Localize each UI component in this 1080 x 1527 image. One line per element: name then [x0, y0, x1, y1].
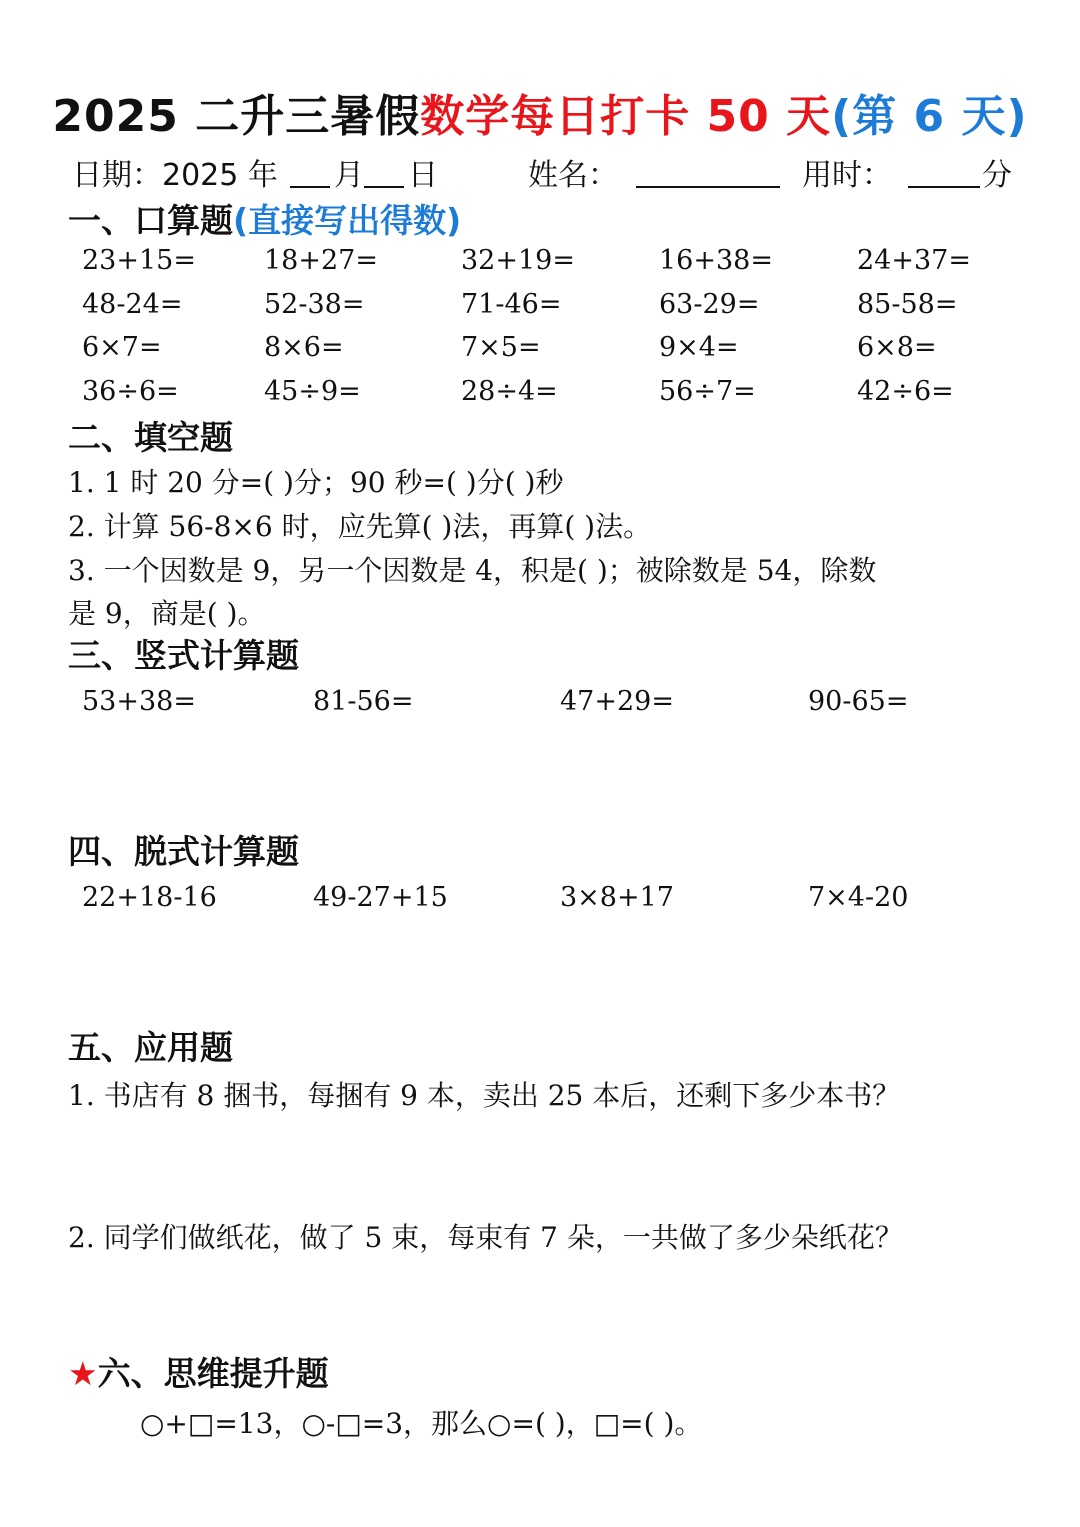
mental-math-item: 71-46= — [461, 289, 562, 320]
date-label: 日期：2025 年 — [72, 158, 278, 193]
mental-math-item: 85-58= — [857, 289, 958, 320]
section3-title: 三、竖式计算题 — [68, 636, 299, 675]
section6-title: 六、思维提升题 — [97, 1354, 329, 1393]
info-row — [72, 150, 1032, 193]
mental-math-item: 18+27= — [264, 245, 378, 276]
fill-blank-question-1: 1. 1 时 20 分=( )分；90 秒=( )分( )秒 — [68, 466, 564, 499]
time-label: 用时： — [802, 158, 892, 193]
name-blank[interactable] — [636, 186, 780, 188]
step-calc-item: 49-27+15 — [313, 882, 448, 913]
title-day: (第 6 天) — [831, 91, 1028, 142]
mental-math-item: 32+19= — [461, 245, 575, 276]
word-problem-1: 1. 书店有 8 捆书，每捆有 9 本，卖出 25 本后，还剩下多少本书？ — [68, 1079, 901, 1112]
title-highlight: 数学每日打卡 50 天 — [420, 91, 832, 142]
mental-math-item: 24+37= — [857, 245, 971, 276]
mental-math-item: 9×4= — [659, 332, 739, 363]
mental-math-item: 45÷9= — [264, 376, 361, 407]
mental-math-item: 52-38= — [264, 289, 365, 320]
step-calc-item: 22+18-16 — [82, 882, 217, 913]
day-label: 日 — [408, 158, 438, 193]
fill-blank-question-3-cont: 是 9，商是( )。 — [68, 597, 266, 630]
time-blank[interactable] — [908, 186, 980, 188]
month-label: 月 — [334, 158, 364, 193]
mental-math-item: 16+38= — [659, 245, 773, 276]
step-calc-item: 3×8+17 — [560, 882, 674, 913]
mental-math-item: 6×8= — [857, 332, 937, 363]
section1-heading — [68, 195, 461, 242]
fill-blank-question-2: 2. 计算 56-8×6 时，应先算( )法，再算( )法。 — [68, 510, 652, 543]
vertical-calc-item: 53+38= — [82, 686, 196, 717]
name-label: 姓名： — [528, 158, 618, 193]
section2-title: 二、填空题 — [68, 418, 233, 457]
month-blank[interactable] — [290, 186, 330, 188]
mental-math-item: 56÷7= — [659, 376, 756, 407]
mental-math-item: 42÷6= — [857, 376, 954, 407]
section6-heading — [68, 1348, 329, 1395]
mental-math-item: 8×6= — [264, 332, 344, 363]
mental-math-item: 23+15= — [82, 245, 196, 276]
vertical-calc-item: 47+29= — [560, 686, 674, 717]
mental-math-item: 36÷6= — [82, 376, 179, 407]
mental-math-item: 28÷4= — [461, 376, 558, 407]
section5-title: 五、应用题 — [68, 1028, 233, 1067]
page-title — [0, 80, 1080, 144]
mental-math-item: 63-29= — [659, 289, 760, 320]
minute-label: 分 — [982, 158, 1012, 193]
section4-title: 四、脱式计算题 — [68, 832, 299, 871]
word-problem-2: 2. 同学们做纸花，做了 5 束，每束有 7 朵，一共做了多少朵纸花？ — [68, 1221, 903, 1254]
title-prefix: 2025 二升三暑假 — [52, 91, 421, 142]
vertical-calc-item: 81-56= — [313, 686, 414, 717]
mental-math-item: 7×5= — [461, 332, 541, 363]
section1-title: 一、口算题 — [68, 201, 233, 240]
mental-math-item: 48-24= — [82, 289, 183, 320]
mental-math-item: 6×7= — [82, 332, 162, 363]
star-icon: ★ — [68, 1354, 98, 1393]
step-calc-item: 7×4-20 — [808, 882, 909, 913]
day-blank[interactable] — [364, 186, 404, 188]
fill-blank-question-3: 3. 一个因数是 9，另一个因数是 4，积是( )；被除数是 54，除数 — [68, 554, 877, 587]
vertical-calc-item: 90-65= — [808, 686, 909, 717]
section1-hint: (直接写出得数) — [233, 201, 462, 240]
thinking-question: ○+□=13，○-□=3，那么○=( )，□=( )。 — [140, 1407, 703, 1440]
